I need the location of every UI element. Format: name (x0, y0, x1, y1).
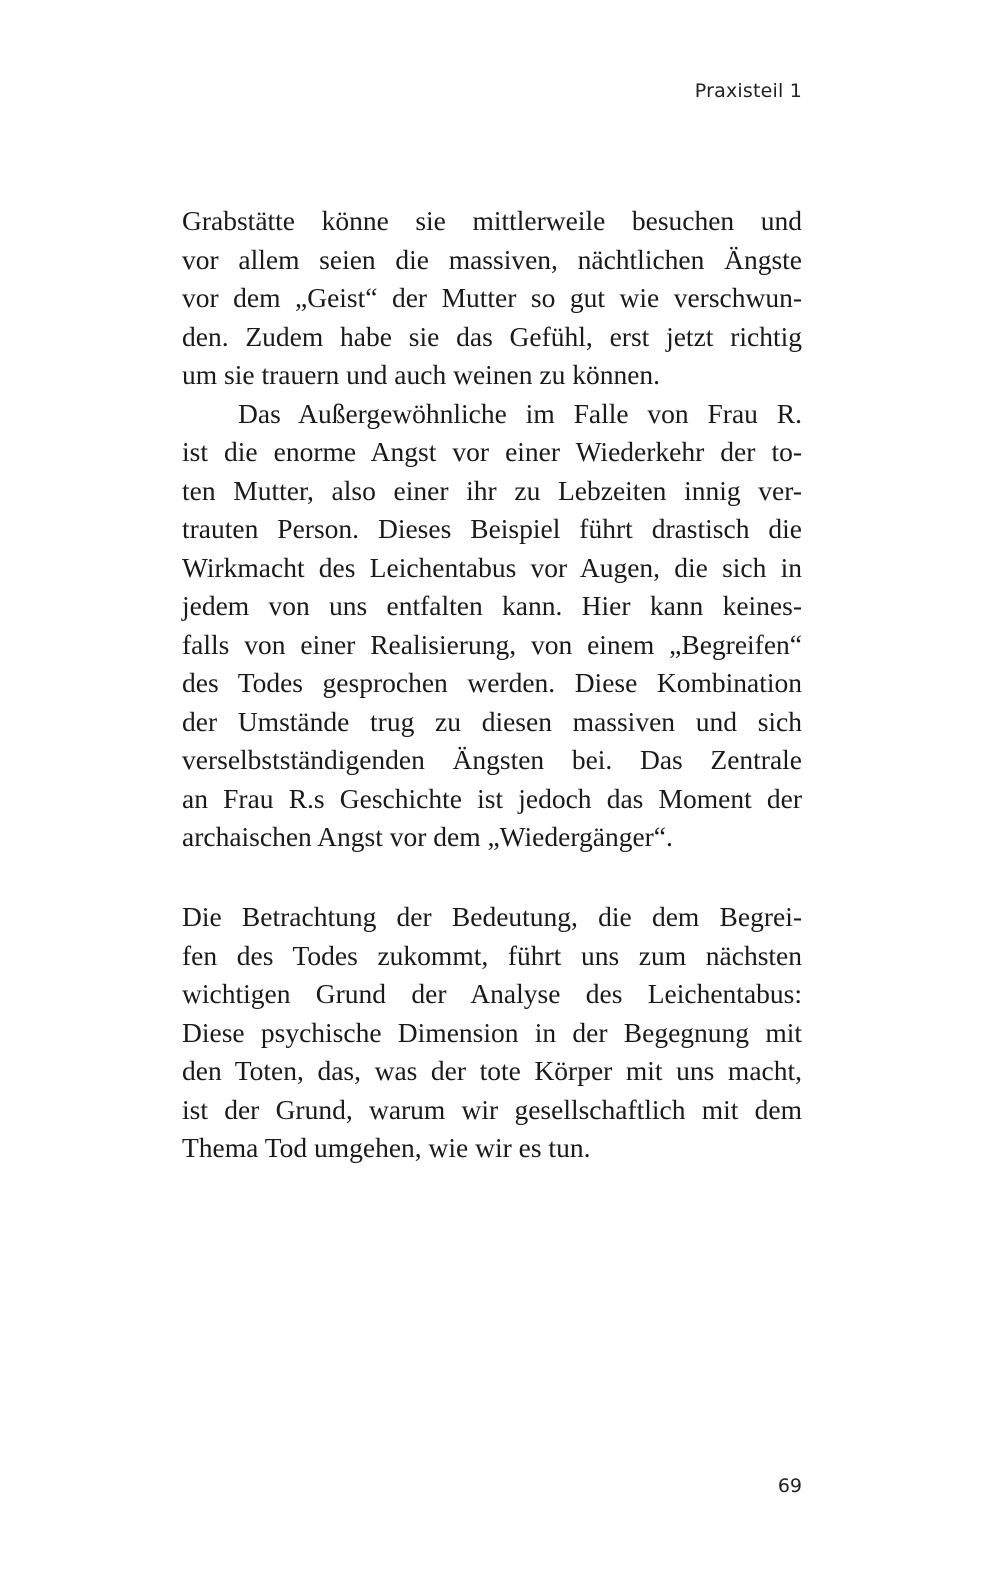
text-line: ist der Grund, warum wir gesellschaftlich mit dem (182, 1093, 802, 1125)
body-text-section-2 (182, 898, 802, 1168)
text-line: Die Betrachtung der Bedeutung, die dem Begrei- (182, 901, 802, 932)
text-line: der Umstände trug zu diesen massiven und sich (182, 705, 802, 737)
running-header: Praxisteil 1 (694, 80, 802, 102)
text-line: des Todes gesprochen werden. Diese Kombination (182, 667, 802, 698)
text-line: vor dem „Geist“ der Mutter so gut wie verschwun- (182, 282, 802, 313)
text-line: vor allem seien die massiven, nächtlichen Ängste (182, 243, 802, 275)
text-line: Thema Tod umgehen, wie wir es tun. (182, 1132, 591, 1163)
text-line: den Toten, das, was der tote Körper mit uns macht, (182, 1055, 802, 1086)
text-line: archaischen Angst vor dem „Wiedergänger“. (182, 821, 673, 852)
paragraph-3 (182, 898, 802, 1168)
page-number: 69 (777, 1475, 802, 1497)
paragraph-1 (182, 202, 802, 395)
text-line: falls von einer Realisierung, von einem „Begreifen“ (182, 628, 802, 660)
text-line: ten Mutter, also einer ihr zu Lebzeiten innig ver- (182, 474, 802, 506)
text-line: Diese psychische Dimension in der Begegnung mit (182, 1016, 802, 1048)
text-line: fen des Todes zukommt, führt uns zum nächsten (182, 939, 802, 971)
text-line: trauten Person. Dieses Beispiel führt drastisch die (182, 513, 802, 544)
text-line: ist die enorme Angst vor einer Wiederkehr der to- (182, 436, 802, 467)
text-line: wichtigen Grund der Analyse des Leichentabus: (182, 978, 802, 1009)
text-line: verselbstständigenden Ängsten bei. Das Zentrale (182, 744, 802, 775)
text-line: den. Zudem habe sie das Gefühl, erst jetzt richtig (182, 320, 802, 352)
text-line: Wirkmacht des Leichentabus vor Augen, die sich in (182, 551, 802, 583)
text-line: um sie trauern und auch weinen zu können. (182, 359, 661, 390)
text-line: Das Außergewöhnliche im Falle von Frau R. (238, 397, 802, 429)
paragraph-2 (182, 395, 802, 857)
body-text-section-1 (182, 202, 802, 857)
text-line: jedem von uns entfalten kann. Hier kann keines- (182, 590, 802, 621)
text-line: Grabstätte könne sie mittlerweile besuchen und (182, 205, 802, 236)
text-line: an Frau R.s Geschichte ist jedoch das Moment der (182, 782, 802, 814)
